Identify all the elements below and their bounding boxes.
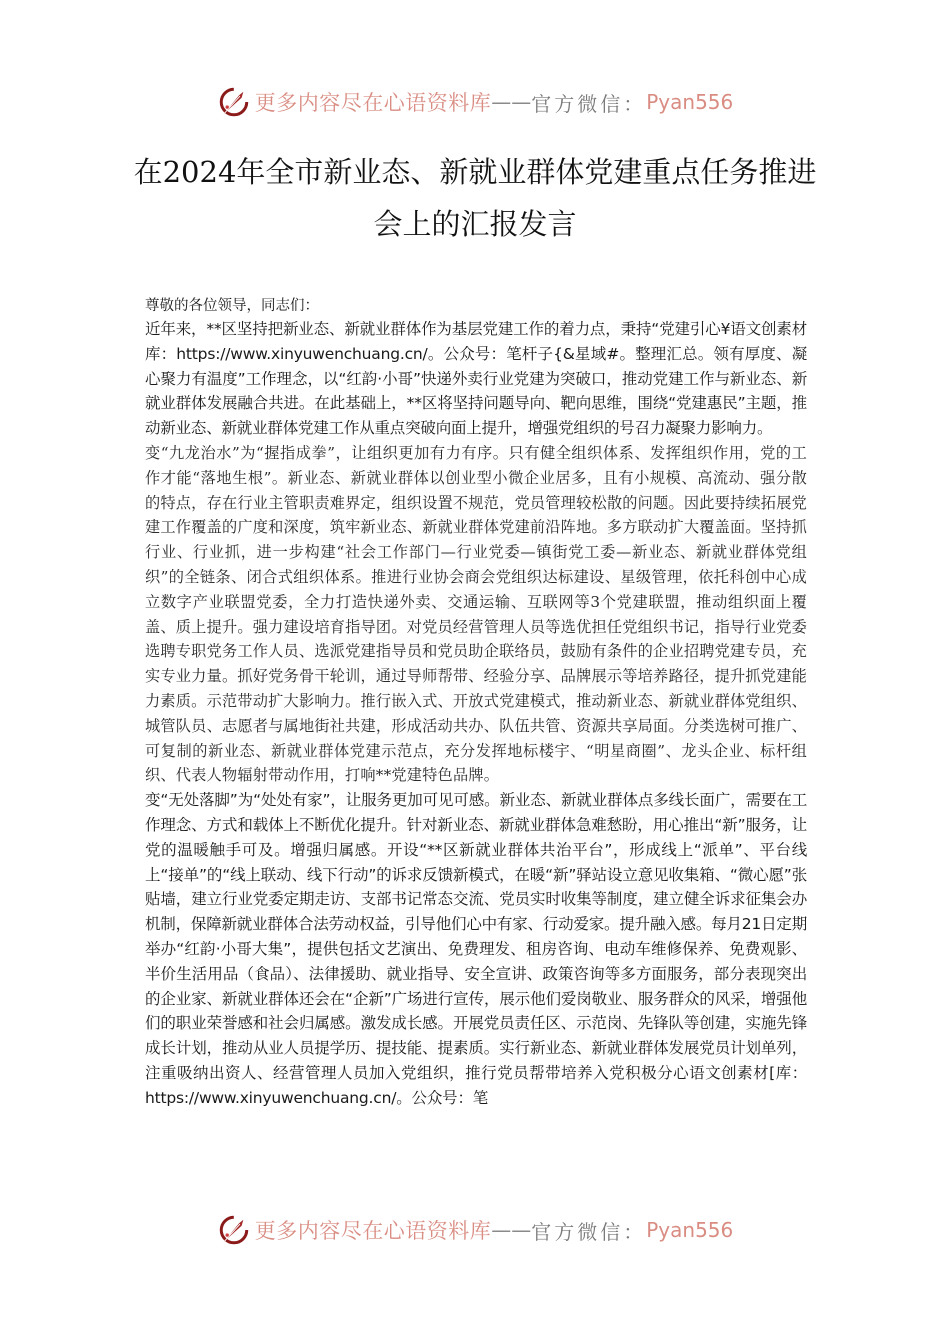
watermark-wechat-handle: Pyan556 [646,90,734,114]
quill-pen-logo-icon [217,1213,251,1247]
document-body [145,295,807,1111]
watermark-wechat-label: 官方微信： [531,1219,647,1244]
watermark-banner-bottom [0,1210,950,1250]
salutation: 尊敬的各位领导，同志们： [145,298,319,314]
watermark-separator: —— [491,90,532,114]
paragraph-2: 变“九龙治水”为“握指成拳”，让组织更加有力有序。只有健全组织体系、发挥组织作用，党的工作才能“落地生根”。新业态、新就业群体以创业型小微企业居多，且有小规模、高流动、强分散的特点，存在行业主管职责难界定，组织设置不规范，党员管理较松散的问题。因此要持续拓展党建工作覆盖的广度和深度，筑牢新业态、新就业群体党建前沿阵地。多方联动扩大覆盖面。坚持抓行业、行业抓，进一步构建“社会工作部门—行业党委—镇街党工委—新业态、新就业群体党组织”的全链条、闭合式组织体系。推进行业协会商会党组织达标建设、星级管理，依托科创中心成立数字产业联盟党委，全力打造快递外卖、交通运输、互联网等3个党建联盟，推动组织面上覆盖、质上提升。强力建设培育指导团。对党员经营管理人员等选优担任党组织书记，指导行业党委选聘专职党务工作人员、选派党建指导员和党员助企联络员，鼓励有条件的企业招聘党建专员，充实专业力量。抓好党务骨干轮训，通过导师帮带、经验分享、品牌展示等培养路径，提升抓党建能力素质。示范带动扩大影响力。推行嵌入式、开放式党建模式，推动新业态、新就业群体党组织、城管队员、志愿者与属地街社共建，形成活动共办、队伍共管、资源共享局面。分类选树可推广、可复制的新业态、新就业群体党建示范点，充分发挥地标楼宇、“明星商圈”、龙头企业、标杆组织、代表人物辐射带动作用，打响**党建特色品牌。 [145,443,807,785]
quill-pen-logo-icon [217,85,251,119]
watermark-separator: —— [491,1218,532,1242]
watermark-brand-text: 更多内容尽在心语资料库 [254,91,492,115]
paragraph-3: 变“无处落脚”为“处处有家”，让服务更加可见可感。新业态、新就业群体点多线长面广，需要在工作理念、方式和载体上不断优化提升。针对新业态、新就业群体急难愁盼，用心推出“新”服务，让党的温暖触手可及。增强归属感。开设“**区新就业群体共治平台”，形成线上“派单”、平台线上“接单”的“线上联动、线下行动”的诉求反馈新模式，在暖“新”驿站设立意见收集箱、“微心愿”张贴墙，建立行业党委定期走访、支部书记常态交流、党员实时收集等制度，建立健全诉求征集会办机制，保障新就业群体合法劳动权益，引导他们心中有家、行动爱家。提升融入感。每月21日定期举办“红韵·小哥大集”，提供包括文艺演出、免费理发、租房咨询、电动车维修保养、免费观影、半价生活用品（食品）、法律援助、就业指导、安全宣讲、政策咨询等多方面服务，部分表现突出的企业家、新就业群体还会在“企新”广场进行宣传，展示他们爱岗敬业、服务群众的风采，增强他们的职业荣誉感和社会归属感。激发成长感。开展党员责任区、示范岗、先锋队等创建，实施先锋成长计划，推动从业人员提学历、提技能、提素质。实行新业态、新就业群体发展党员计划单列，注重吸纳出资人、经营管理人员加入党组织，推行党员帮带培养入党积极分心语文创素材[库：https://www.xinyuwenchuang.cn/。公众号：笔 [145,791,807,1107]
watermark-brand-text: 更多内容尽在心语资料库 [254,1219,492,1243]
document-title: 在2024年全市新业态、新就业群体党建重点任务推进会上的汇报发言 [133,155,817,241]
watermark-wechat-label: 官方微信： [531,91,647,116]
paragraph-1: 近年来，**区坚持把新业态、新就业群体作为基层党建工作的着力点，秉持“党建引心¥语文创素材库：https://www.xinyuwenchuang.cn/。公众号：笔杆子{&星域#。整理汇总。领有厚度、凝心聚力有温度”工作理念，以“红韵·小哥”快递外卖行业党建为突破口，推动党建工作与新业态、新就业群体发展融合共进。在此基础上，**区将坚持问题导向、靶向思维，围绕“党建惠民”主题，推动新业态、新就业群体党建工作从重点突破向面上提升，增强党组织的号召力凝聚力影响力。 [145,320,807,438]
watermark-wechat-handle: Pyan556 [646,1218,734,1242]
watermark-banner-top [0,82,950,122]
